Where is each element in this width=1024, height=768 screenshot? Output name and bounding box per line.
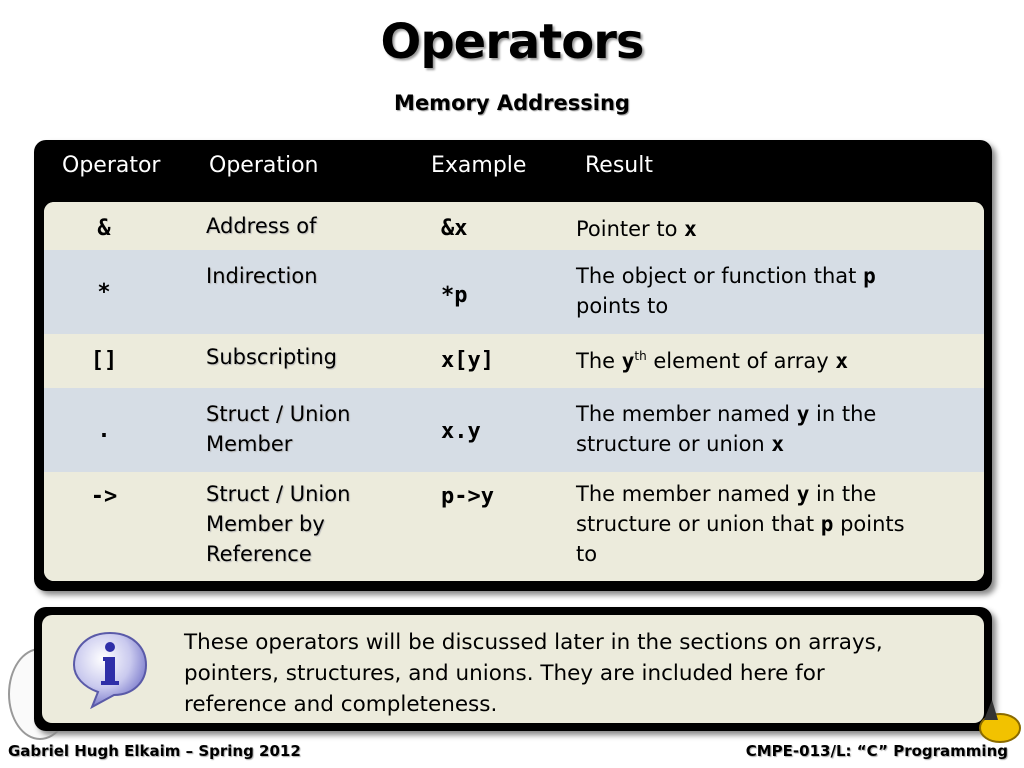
- operator-cell: *: [97, 280, 111, 305]
- operation-cell: Struct / Union Member by Reference: [206, 482, 351, 566]
- operator-cell: &: [97, 216, 111, 241]
- result-cell: The member named y in the structure or union x: [576, 402, 877, 456]
- info-note-body: [42, 615, 984, 723]
- operator-cell: .: [97, 418, 111, 443]
- table-row: [44, 388, 984, 472]
- table-row: [44, 334, 984, 388]
- operation-cell: Indirection: [206, 264, 318, 288]
- table-row: [44, 202, 984, 250]
- slide-subtitle: Memory Addressing: [394, 91, 630, 115]
- result-cell: The member named y in the structure or union that p points to: [576, 482, 905, 566]
- footer-author: Gabriel Hugh Elkaim – Spring 2012: [8, 742, 301, 760]
- info-icon: [70, 629, 150, 709]
- operator-cell: []: [90, 348, 118, 373]
- example-cell: p->y: [441, 484, 494, 509]
- footer-course: CMPE-013/L: “C” Programming: [745, 742, 1008, 760]
- operation-cell: Address of: [206, 214, 317, 238]
- header-example: Example: [431, 153, 527, 178]
- result-cell: The object or function that p points to: [576, 264, 876, 318]
- example-cell: x.y: [441, 419, 481, 444]
- operator-cell: ->: [90, 484, 118, 509]
- info-note-text: These operators will be discussed later in the sections on arrays, pointers, structures, and unions. They are included here for reference and completeness.: [184, 630, 883, 717]
- slide-title: Operators: [380, 14, 644, 70]
- header-operation: Operation: [209, 153, 319, 178]
- header-operator: Operator: [62, 153, 161, 178]
- table-row: [44, 472, 984, 581]
- result-cell: The $y^{th}$ element of array x: [576, 349, 848, 373]
- example-cell: &x: [441, 216, 468, 241]
- table-body: [44, 202, 984, 581]
- result-cell: Pointer to x: [576, 217, 697, 241]
- operators-table: [34, 140, 992, 591]
- header-result: Result: [585, 153, 653, 178]
- example-cell: *p: [441, 283, 468, 308]
- info-note: [34, 607, 992, 731]
- mascot-logo: [962, 690, 1022, 746]
- table-header: [34, 140, 992, 196]
- example-cell: x[y]: [441, 348, 494, 373]
- table-row: [44, 250, 984, 334]
- operation-cell: Struct / Union Member: [206, 402, 351, 456]
- operation-cell: Subscripting: [206, 345, 337, 369]
